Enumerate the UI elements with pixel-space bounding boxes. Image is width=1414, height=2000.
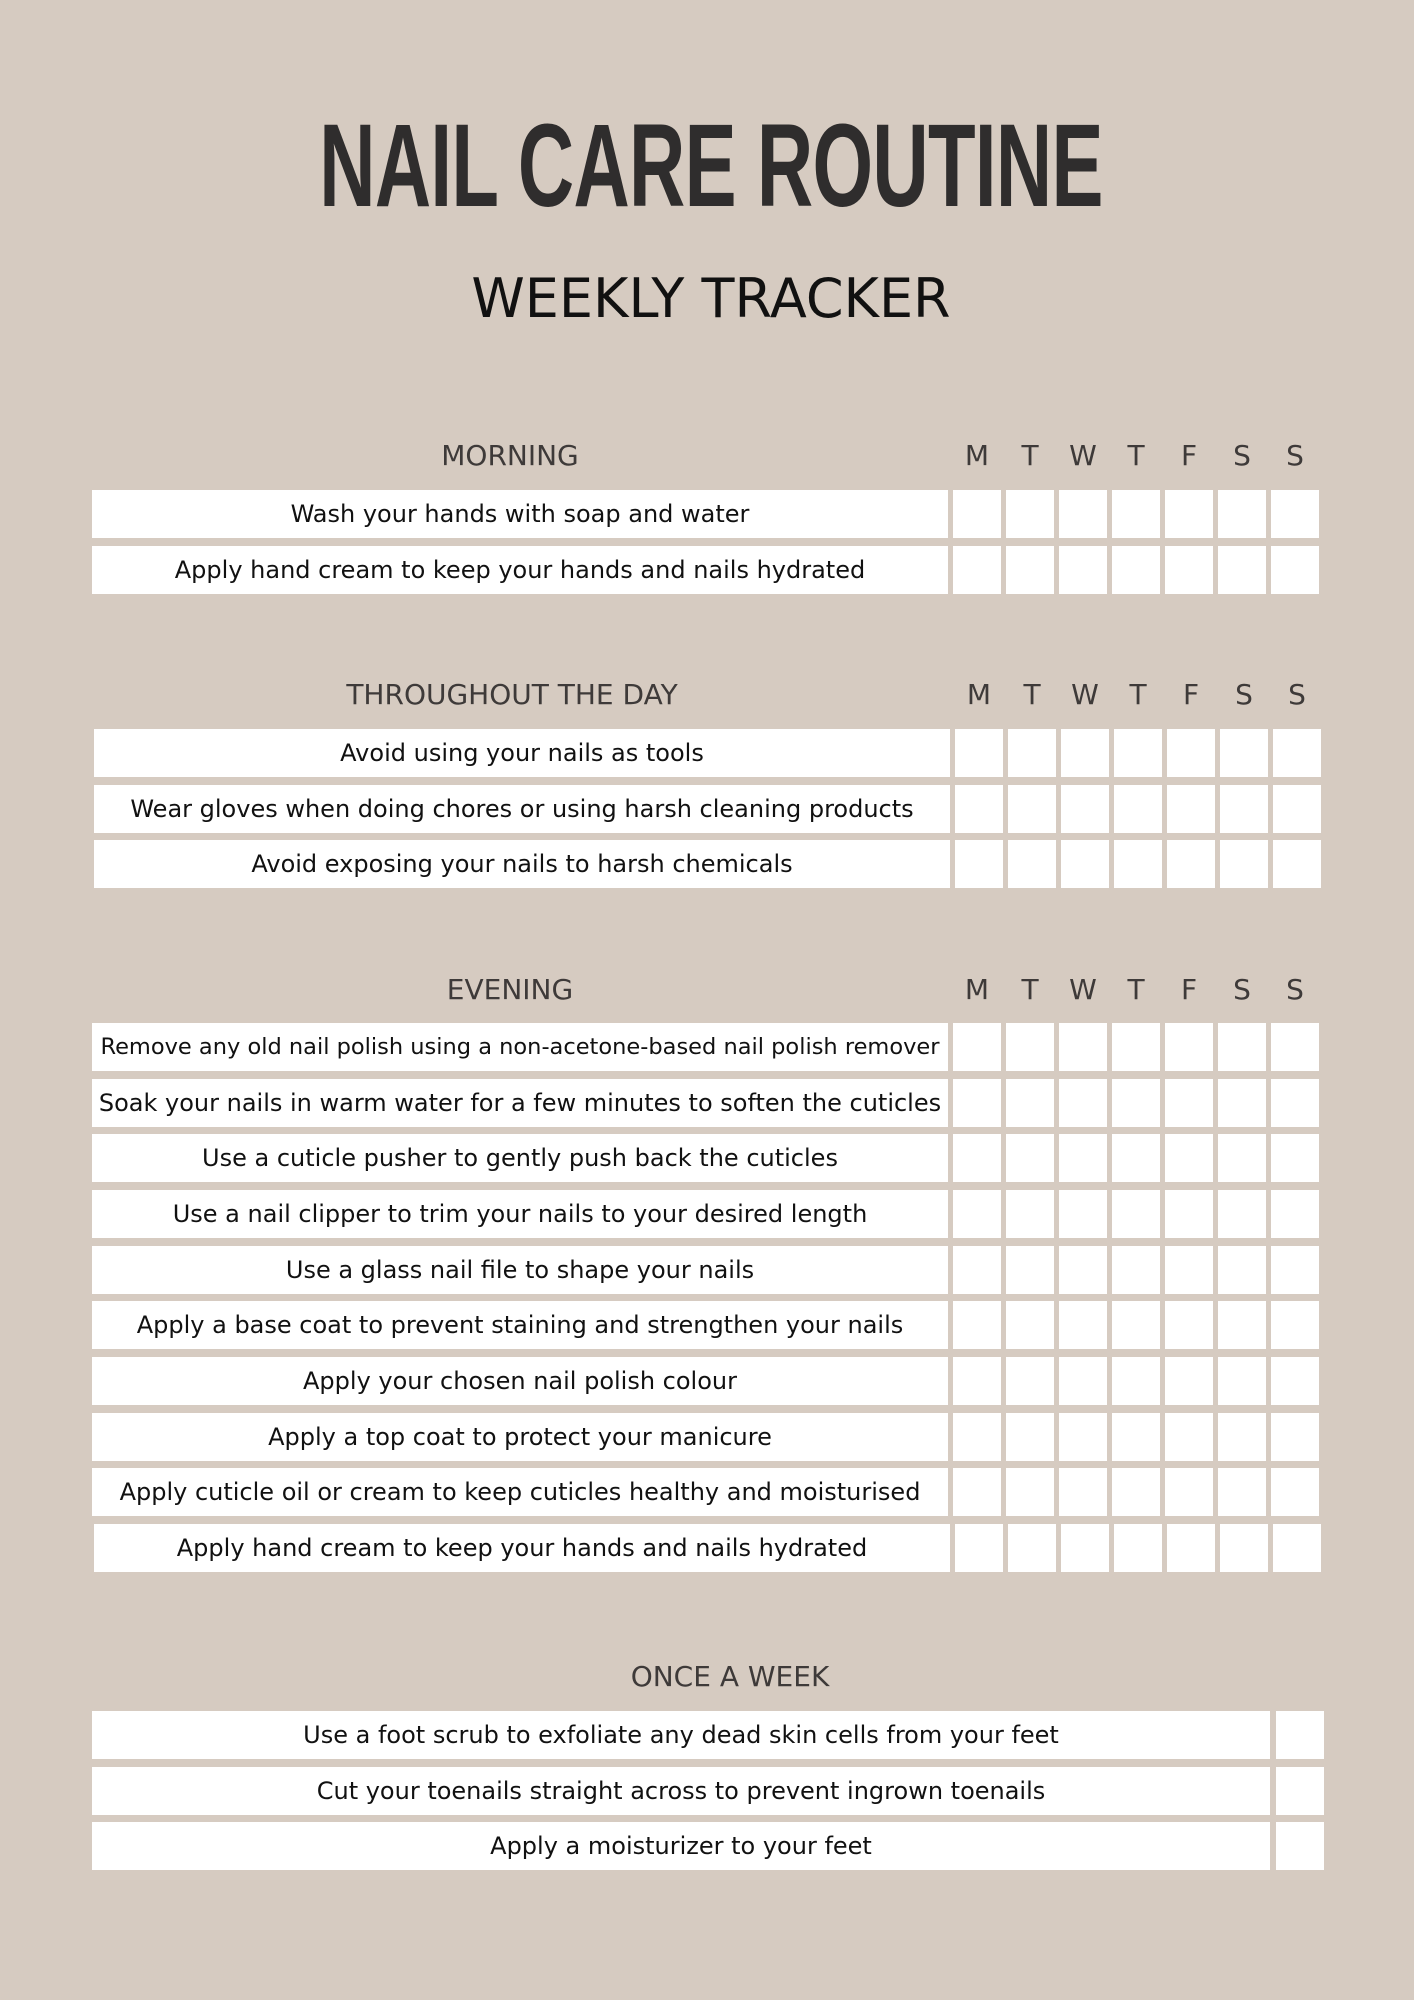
checkbox-sun[interactable]	[1271, 1357, 1319, 1405]
checkbox-sun[interactable]	[1273, 729, 1321, 777]
task-row	[0, 1357, 1414, 1405]
task-row	[0, 1190, 1414, 1238]
checkbox-tue[interactable]	[1006, 1134, 1054, 1182]
day-label-sun: S	[1288, 678, 1306, 711]
task-label: Soak your nails in warm water for a few minutes to soften the cuticles	[92, 1079, 948, 1127]
checkbox-wed[interactable]	[1059, 1023, 1107, 1071]
checkbox-mon[interactable]	[953, 1301, 1001, 1349]
checkbox-thu[interactable]	[1112, 1301, 1160, 1349]
day-label-fri: F	[1180, 973, 1198, 1006]
task-label: Cut your toenails straight across to prevent ingrown toenails	[92, 1767, 1270, 1815]
task-label: Wear gloves when doing chores or using harsh cleaning products	[94, 785, 950, 833]
checkbox-tue[interactable]	[1008, 1524, 1056, 1572]
checkbox-tue[interactable]	[1008, 785, 1056, 833]
checkbox-tue[interactable]	[1006, 1023, 1054, 1071]
checkbox-weekly[interactable]	[1276, 1822, 1324, 1870]
checkbox-tue[interactable]	[1008, 729, 1056, 777]
day-label-thu: T	[1127, 439, 1145, 472]
checkbox-sun[interactable]	[1271, 1190, 1319, 1238]
task-label: Apply hand cream to keep your hands and nails hydrated	[94, 1524, 950, 1572]
checkbox-tue[interactable]	[1006, 546, 1054, 594]
task-row	[0, 1468, 1414, 1516]
checkbox-thu[interactable]	[1112, 1413, 1160, 1461]
day-label-sun: S	[1286, 973, 1304, 1006]
checkbox-fri[interactable]	[1165, 1079, 1213, 1127]
checkbox-sun[interactable]	[1271, 490, 1319, 538]
section-heading: MORNING	[441, 439, 579, 472]
checkbox-wed[interactable]	[1059, 1079, 1107, 1127]
day-label-fri: F	[1180, 439, 1198, 472]
checkbox-tue[interactable]	[1006, 1413, 1054, 1461]
checkbox-tue[interactable]	[1008, 840, 1056, 888]
checkbox-mon[interactable]	[953, 1023, 1001, 1071]
checkbox-tue[interactable]	[1006, 1357, 1054, 1405]
checkbox-wed[interactable]	[1059, 1246, 1107, 1294]
checkbox-wed[interactable]	[1059, 546, 1107, 594]
day-label-tue: T	[1021, 973, 1039, 1006]
day-label-thu: T	[1127, 973, 1145, 1006]
checkbox-sun[interactable]	[1271, 1413, 1319, 1461]
checkbox-mon[interactable]	[955, 785, 1003, 833]
checkbox-sat[interactable]	[1218, 1246, 1266, 1294]
checkbox-sat[interactable]	[1220, 785, 1268, 833]
day-label-sun: S	[1286, 439, 1304, 472]
task-label: Apply a moisturizer to your feet	[92, 1822, 1270, 1870]
checkbox-fri[interactable]	[1167, 785, 1215, 833]
checkbox-wed[interactable]	[1059, 490, 1107, 538]
checkbox-mon[interactable]	[953, 1079, 1001, 1127]
checkbox-sat[interactable]	[1218, 1079, 1266, 1127]
checkbox-fri[interactable]	[1165, 1468, 1213, 1516]
task-row	[0, 1711, 1414, 1759]
checkbox-fri[interactable]	[1165, 1023, 1213, 1071]
checkbox-thu[interactable]	[1112, 1357, 1160, 1405]
checkbox-wed[interactable]	[1061, 1524, 1109, 1572]
checkbox-wed[interactable]	[1059, 1190, 1107, 1238]
checkbox-wed[interactable]	[1059, 1301, 1107, 1349]
day-label-wed: W	[1071, 678, 1099, 711]
checkbox-thu[interactable]	[1114, 729, 1162, 777]
day-label-mon: M	[964, 439, 990, 472]
checkbox-weekly[interactable]	[1276, 1767, 1324, 1815]
checkbox-mon[interactable]	[953, 490, 1001, 538]
checkbox-wed[interactable]	[1059, 1468, 1107, 1516]
checkbox-mon[interactable]	[953, 1468, 1001, 1516]
task-label: Apply hand cream to keep your hands and nails hydrated	[92, 546, 948, 594]
checkbox-sat[interactable]	[1220, 1524, 1268, 1572]
checkbox-fri[interactable]	[1167, 729, 1215, 777]
checkbox-thu[interactable]	[1112, 1079, 1160, 1127]
task-label: Use a nail clipper to trim your nails to your desired length	[92, 1190, 948, 1238]
checkbox-thu[interactable]	[1114, 1524, 1162, 1572]
checkbox-fri[interactable]	[1165, 1190, 1213, 1238]
checkbox-tue[interactable]	[1006, 1190, 1054, 1238]
checkbox-wed[interactable]	[1059, 1134, 1107, 1182]
checkbox-wed[interactable]	[1059, 1357, 1107, 1405]
section-heading: EVENING	[446, 973, 574, 1006]
checkbox-sat[interactable]	[1218, 1357, 1266, 1405]
checkbox-fri[interactable]	[1165, 1246, 1213, 1294]
checkbox-tue[interactable]	[1006, 1246, 1054, 1294]
checkbox-weekly[interactable]	[1276, 1711, 1324, 1759]
checkbox-thu[interactable]	[1112, 1246, 1160, 1294]
checkbox-sun[interactable]	[1271, 1468, 1319, 1516]
task-row	[0, 1822, 1414, 1870]
day-label-wed: W	[1069, 439, 1097, 472]
task-label: Avoid using your nails as tools	[94, 729, 950, 777]
checkbox-mon[interactable]	[953, 1357, 1001, 1405]
checkbox-wed[interactable]	[1059, 1413, 1107, 1461]
checkbox-fri[interactable]	[1167, 840, 1215, 888]
checkbox-thu[interactable]	[1114, 840, 1162, 888]
checkbox-sun[interactable]	[1271, 1023, 1319, 1071]
page-title: NAIL CARE ROUTINE	[319, 100, 1103, 232]
task-label: Remove any old nail polish using a non-acetone-based nail polish remover	[92, 1023, 948, 1071]
task-label: Apply cuticle oil or cream to keep cuticles healthy and moisturised	[92, 1468, 948, 1516]
checkbox-sat[interactable]	[1218, 1468, 1266, 1516]
day-label-mon: M	[964, 973, 990, 1006]
checkbox-sat[interactable]	[1218, 490, 1266, 538]
checkbox-thu[interactable]	[1114, 785, 1162, 833]
task-label: Use a foot scrub to exfoliate any dead skin cells from your feet	[92, 1711, 1270, 1759]
checkbox-mon[interactable]	[953, 1413, 1001, 1461]
task-row	[0, 1524, 1414, 1572]
task-label: Apply a top coat to protect your manicure	[92, 1413, 948, 1461]
checkbox-mon[interactable]	[955, 1524, 1003, 1572]
task-label: Apply your chosen nail polish colour	[92, 1357, 948, 1405]
task-row	[0, 1767, 1414, 1815]
checkbox-thu[interactable]	[1112, 1134, 1160, 1182]
checkbox-fri[interactable]	[1165, 1134, 1213, 1182]
checkbox-mon[interactable]	[953, 1134, 1001, 1182]
day-label-sat: S	[1233, 973, 1251, 1006]
checkbox-sun[interactable]	[1271, 1301, 1319, 1349]
checkbox-fri[interactable]	[1167, 1524, 1215, 1572]
day-label-thu: T	[1129, 678, 1147, 711]
checkbox-sat[interactable]	[1220, 840, 1268, 888]
task-label: Use a glass nail file to shape your nails	[92, 1246, 948, 1294]
checkbox-thu[interactable]	[1112, 546, 1160, 594]
checkbox-sun[interactable]	[1271, 1079, 1319, 1127]
task-label: Avoid exposing your nails to harsh chemicals	[94, 840, 950, 888]
task-row	[0, 785, 1414, 833]
task-row	[0, 729, 1414, 777]
day-label-fri: F	[1182, 678, 1200, 711]
checkbox-fri[interactable]	[1165, 1413, 1213, 1461]
day-label-tue: T	[1021, 439, 1039, 472]
checkbox-sun[interactable]	[1273, 1524, 1321, 1572]
task-row	[0, 490, 1414, 538]
checkbox-mon[interactable]	[953, 1190, 1001, 1238]
day-label-tue: T	[1023, 678, 1041, 711]
checkbox-sat[interactable]	[1218, 1023, 1266, 1071]
checkbox-thu[interactable]	[1112, 1190, 1160, 1238]
section-heading: ONCE A WEEK	[630, 1660, 830, 1693]
day-label-wed: W	[1069, 973, 1097, 1006]
task-label: Wash your hands with soap and water	[92, 490, 948, 538]
checkbox-mon[interactable]	[955, 729, 1003, 777]
task-label: Use a cuticle pusher to gently push back the cuticles	[92, 1134, 948, 1182]
checkbox-wed[interactable]	[1061, 785, 1109, 833]
checkbox-wed[interactable]	[1061, 840, 1109, 888]
checkbox-sat[interactable]	[1218, 1190, 1266, 1238]
checkbox-sun[interactable]	[1271, 546, 1319, 594]
checkbox-tue[interactable]	[1006, 1301, 1054, 1349]
task-row	[0, 1413, 1414, 1461]
task-row	[0, 1023, 1414, 1071]
checkbox-tue[interactable]	[1006, 490, 1054, 538]
checkbox-fri[interactable]	[1165, 490, 1213, 538]
checkbox-sat[interactable]	[1218, 1134, 1266, 1182]
task-row	[0, 1134, 1414, 1182]
checkbox-mon[interactable]	[953, 1246, 1001, 1294]
checkbox-tue[interactable]	[1006, 1468, 1054, 1516]
task-row	[0, 1301, 1414, 1349]
checkbox-mon[interactable]	[953, 546, 1001, 594]
checkbox-fri[interactable]	[1165, 1357, 1213, 1405]
checkbox-sat[interactable]	[1220, 729, 1268, 777]
checkbox-tue[interactable]	[1006, 1079, 1054, 1127]
task-label: Apply a base coat to prevent staining and strengthen your nails	[92, 1301, 948, 1349]
checkbox-sun[interactable]	[1273, 840, 1321, 888]
checkbox-sun[interactable]	[1273, 785, 1321, 833]
checkbox-sat[interactable]	[1218, 1301, 1266, 1349]
checkbox-thu[interactable]	[1112, 490, 1160, 538]
checkbox-sun[interactable]	[1271, 1134, 1319, 1182]
checkbox-thu[interactable]	[1112, 1023, 1160, 1071]
task-row	[0, 546, 1414, 594]
task-row	[0, 1079, 1414, 1127]
task-row	[0, 1246, 1414, 1294]
checkbox-fri[interactable]	[1165, 546, 1213, 594]
section-heading: THROUGHOUT THE DAY	[346, 678, 678, 711]
checkbox-thu[interactable]	[1112, 1468, 1160, 1516]
day-label-mon: M	[966, 678, 992, 711]
checkbox-sat[interactable]	[1218, 1413, 1266, 1461]
page-subtitle: WEEKLY TRACKER	[471, 267, 951, 330]
task-row	[0, 840, 1414, 888]
checkbox-mon[interactable]	[955, 840, 1003, 888]
checkbox-sun[interactable]	[1271, 1246, 1319, 1294]
day-label-sat: S	[1235, 678, 1253, 711]
day-label-sat: S	[1233, 439, 1251, 472]
checkbox-wed[interactable]	[1061, 729, 1109, 777]
checkbox-fri[interactable]	[1165, 1301, 1213, 1349]
checkbox-sat[interactable]	[1218, 546, 1266, 594]
